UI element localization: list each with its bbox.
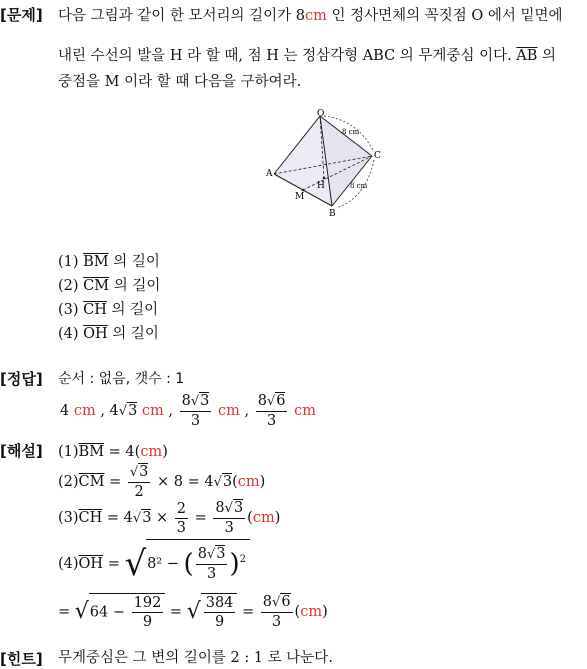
sqrt-sign: √: [132, 511, 142, 526]
equation-text: × 8 = 4: [152, 474, 214, 490]
denominator: 9: [142, 613, 153, 630]
paren: (: [247, 510, 253, 526]
problem-text: 다음 그림과 같이 한 모서리의 길이가 8: [58, 8, 305, 24]
hint-text: 무게중심은 그 변의 길이를 2 : 1 로 나눈다.: [58, 650, 333, 666]
segment: $\overline{CM}$: [78, 474, 105, 490]
numerator: 384: [205, 594, 234, 611]
segment: $\overline{BM}$: [83, 254, 109, 270]
paren: (: [294, 604, 301, 620]
question-2: [58, 276, 160, 296]
solution-tag: [해설]: [0, 442, 43, 460]
equation-text: = 4: [102, 510, 133, 526]
question-1: [58, 252, 160, 272]
radicand-expression: [201, 593, 238, 631]
answer-3-fraction: [180, 392, 212, 430]
answer-4-den: 3: [266, 413, 277, 429]
equation-text: =: [165, 604, 187, 620]
answer-2-coef: 4: [109, 403, 119, 419]
denominator: 2: [134, 484, 144, 500]
segment: $\overline{BM}$: [78, 444, 105, 460]
problem-line-1: [58, 6, 563, 26]
radicand: 3: [139, 464, 149, 480]
paren: ): [274, 510, 281, 526]
unit-cm: cm: [300, 604, 323, 620]
sqrt-sign: √: [213, 475, 222, 490]
denominator: 3: [206, 566, 217, 582]
equation-text: =: [103, 556, 125, 572]
equation-text: ×: [151, 510, 173, 526]
unit-cm: cm: [237, 474, 260, 490]
fraction: [175, 500, 188, 537]
answer-4-radicand: 6: [276, 393, 286, 409]
tetrahedron-figure: [262, 108, 382, 220]
segment: $\overline{CH}$: [78, 510, 103, 526]
paren-close: ): [229, 549, 240, 579]
unit-cm: cm: [252, 510, 275, 526]
equation-text: =: [190, 510, 212, 526]
radicand: 3: [216, 546, 226, 562]
fraction: [261, 593, 293, 631]
step-label: (3): [58, 510, 79, 526]
label-m: M: [295, 192, 305, 202]
answer-2-radicand: 3: [128, 403, 138, 419]
denominator: 9: [214, 613, 225, 630]
sqrt-sign: √: [118, 404, 128, 419]
question-number: (4): [58, 326, 84, 342]
problem-text: 인 정사면체의 꼭짓점 O 에서 밑면에: [326, 8, 563, 24]
numerator: 2: [176, 500, 187, 517]
unit-cm: cm: [304, 8, 327, 24]
equation-text: =: [104, 474, 126, 490]
sqrt-sign: √: [206, 547, 216, 562]
problem-text: 의: [537, 48, 557, 64]
radicand-expression: [89, 593, 166, 631]
question-number: (2): [58, 278, 84, 294]
answer-3-den: 3: [190, 413, 201, 429]
solution-step-2: [58, 462, 265, 503]
denominator: 3: [176, 519, 187, 536]
segment: $\overline{CM}$: [83, 278, 110, 294]
answer-1-value: 4: [60, 403, 70, 419]
radicand: 6: [281, 594, 291, 610]
sqrt-sign: √: [129, 465, 139, 480]
radicand: 3: [142, 510, 152, 526]
denominator: 3: [272, 614, 282, 630]
unit-cm: cm: [294, 403, 316, 419]
unit-cm: cm: [218, 403, 240, 419]
equation-text: =: [237, 604, 259, 620]
segment: $\overline{OH}$: [83, 326, 108, 342]
radicand: 3: [222, 474, 233, 490]
sqrt-sign: √: [266, 394, 276, 409]
answer-meta: 순서 : 없음, 갯수 : 1: [58, 371, 185, 387]
answer-4-num: 8: [257, 393, 267, 409]
equation-text: =: [58, 604, 75, 620]
separator: ,: [168, 403, 174, 419]
big-sqrt-sign: √: [124, 544, 147, 584]
sqrt-sign: √: [74, 599, 89, 624]
label-h: H: [317, 181, 325, 191]
step-label: (1): [58, 444, 79, 460]
denominator: 3: [224, 520, 234, 536]
edge-length-top: 8 cm: [342, 128, 360, 136]
point-h: [323, 177, 326, 180]
question-text: 의 길이: [108, 254, 160, 270]
separator: ,: [100, 403, 105, 419]
paren-open: (: [183, 549, 194, 579]
problem-tag: [문제]: [0, 6, 43, 24]
equation-text: = 4(: [104, 444, 141, 460]
numerator: 8: [262, 594, 273, 610]
paren: ): [259, 474, 266, 490]
equation-text: 8² −: [147, 556, 184, 572]
step-label: (4): [58, 556, 79, 572]
sqrt-sign: √: [272, 595, 281, 610]
fraction: [128, 463, 151, 501]
numerator: 192: [133, 594, 162, 611]
unit-cm: cm: [140, 444, 163, 460]
problem-line-2: [58, 46, 556, 66]
radicand-expression: [146, 539, 250, 584]
solution-step-4: [58, 538, 250, 590]
fraction: [196, 545, 228, 583]
answer-values: [60, 392, 316, 430]
unit-cm: cm: [73, 403, 96, 419]
solution-step-5: [58, 592, 328, 632]
segment: $\overline{OH}$: [78, 556, 104, 572]
answer-4-fraction: [256, 392, 288, 430]
segment-ab: $\overline{AB}$: [516, 48, 538, 64]
solution-step-1: [58, 442, 168, 462]
sqrt-sign: √: [190, 394, 200, 409]
edge-length-right: 8 cm: [350, 182, 368, 190]
question-number: (1): [58, 254, 84, 270]
problem-text: 내린 수선의 발을 H 라 할 때, 점 H 는 정삼각형 ABC 의 무게중심 이다.: [58, 48, 517, 64]
question-text: 의 길이: [107, 326, 159, 342]
paren: (: [232, 474, 238, 490]
answer-tag: [정답]: [0, 370, 43, 388]
paren: ): [162, 444, 168, 460]
fraction: [132, 594, 164, 631]
fraction: [213, 499, 245, 537]
label-o: O: [317, 109, 325, 119]
sqrt-sign: √: [186, 599, 201, 624]
label-a: A: [266, 169, 273, 179]
label-c: C: [374, 151, 381, 161]
hint-tag: [힌트]: [0, 650, 43, 668]
segment: $\overline{CH}$: [83, 302, 107, 318]
question-4: [58, 324, 159, 344]
paren: ): [322, 604, 328, 620]
problem-line-3: 중점을 M 이라 할 때 다음을 구하여라.: [58, 74, 302, 90]
numerator: 8: [215, 500, 225, 516]
sqrt-sign: √: [224, 501, 233, 516]
exponent: 2: [239, 554, 246, 566]
question-text: 의 길이: [106, 302, 159, 318]
question-text: 의 길이: [109, 278, 161, 294]
question-3: [58, 300, 158, 320]
step-label: (2): [58, 474, 79, 490]
unit-cm: cm: [141, 403, 164, 419]
question-number: (3): [58, 302, 84, 318]
answer-3-num: 8: [181, 393, 191, 409]
label-b: B: [329, 209, 336, 219]
numerator: 8: [197, 546, 207, 562]
radicand: 3: [233, 500, 244, 516]
separator: ,: [244, 403, 250, 419]
fraction: [204, 594, 236, 631]
equation-text: 64 −: [89, 604, 130, 620]
answer-3-radicand: 3: [200, 393, 210, 409]
solution-step-3: [58, 498, 280, 539]
point-m: [302, 189, 305, 192]
